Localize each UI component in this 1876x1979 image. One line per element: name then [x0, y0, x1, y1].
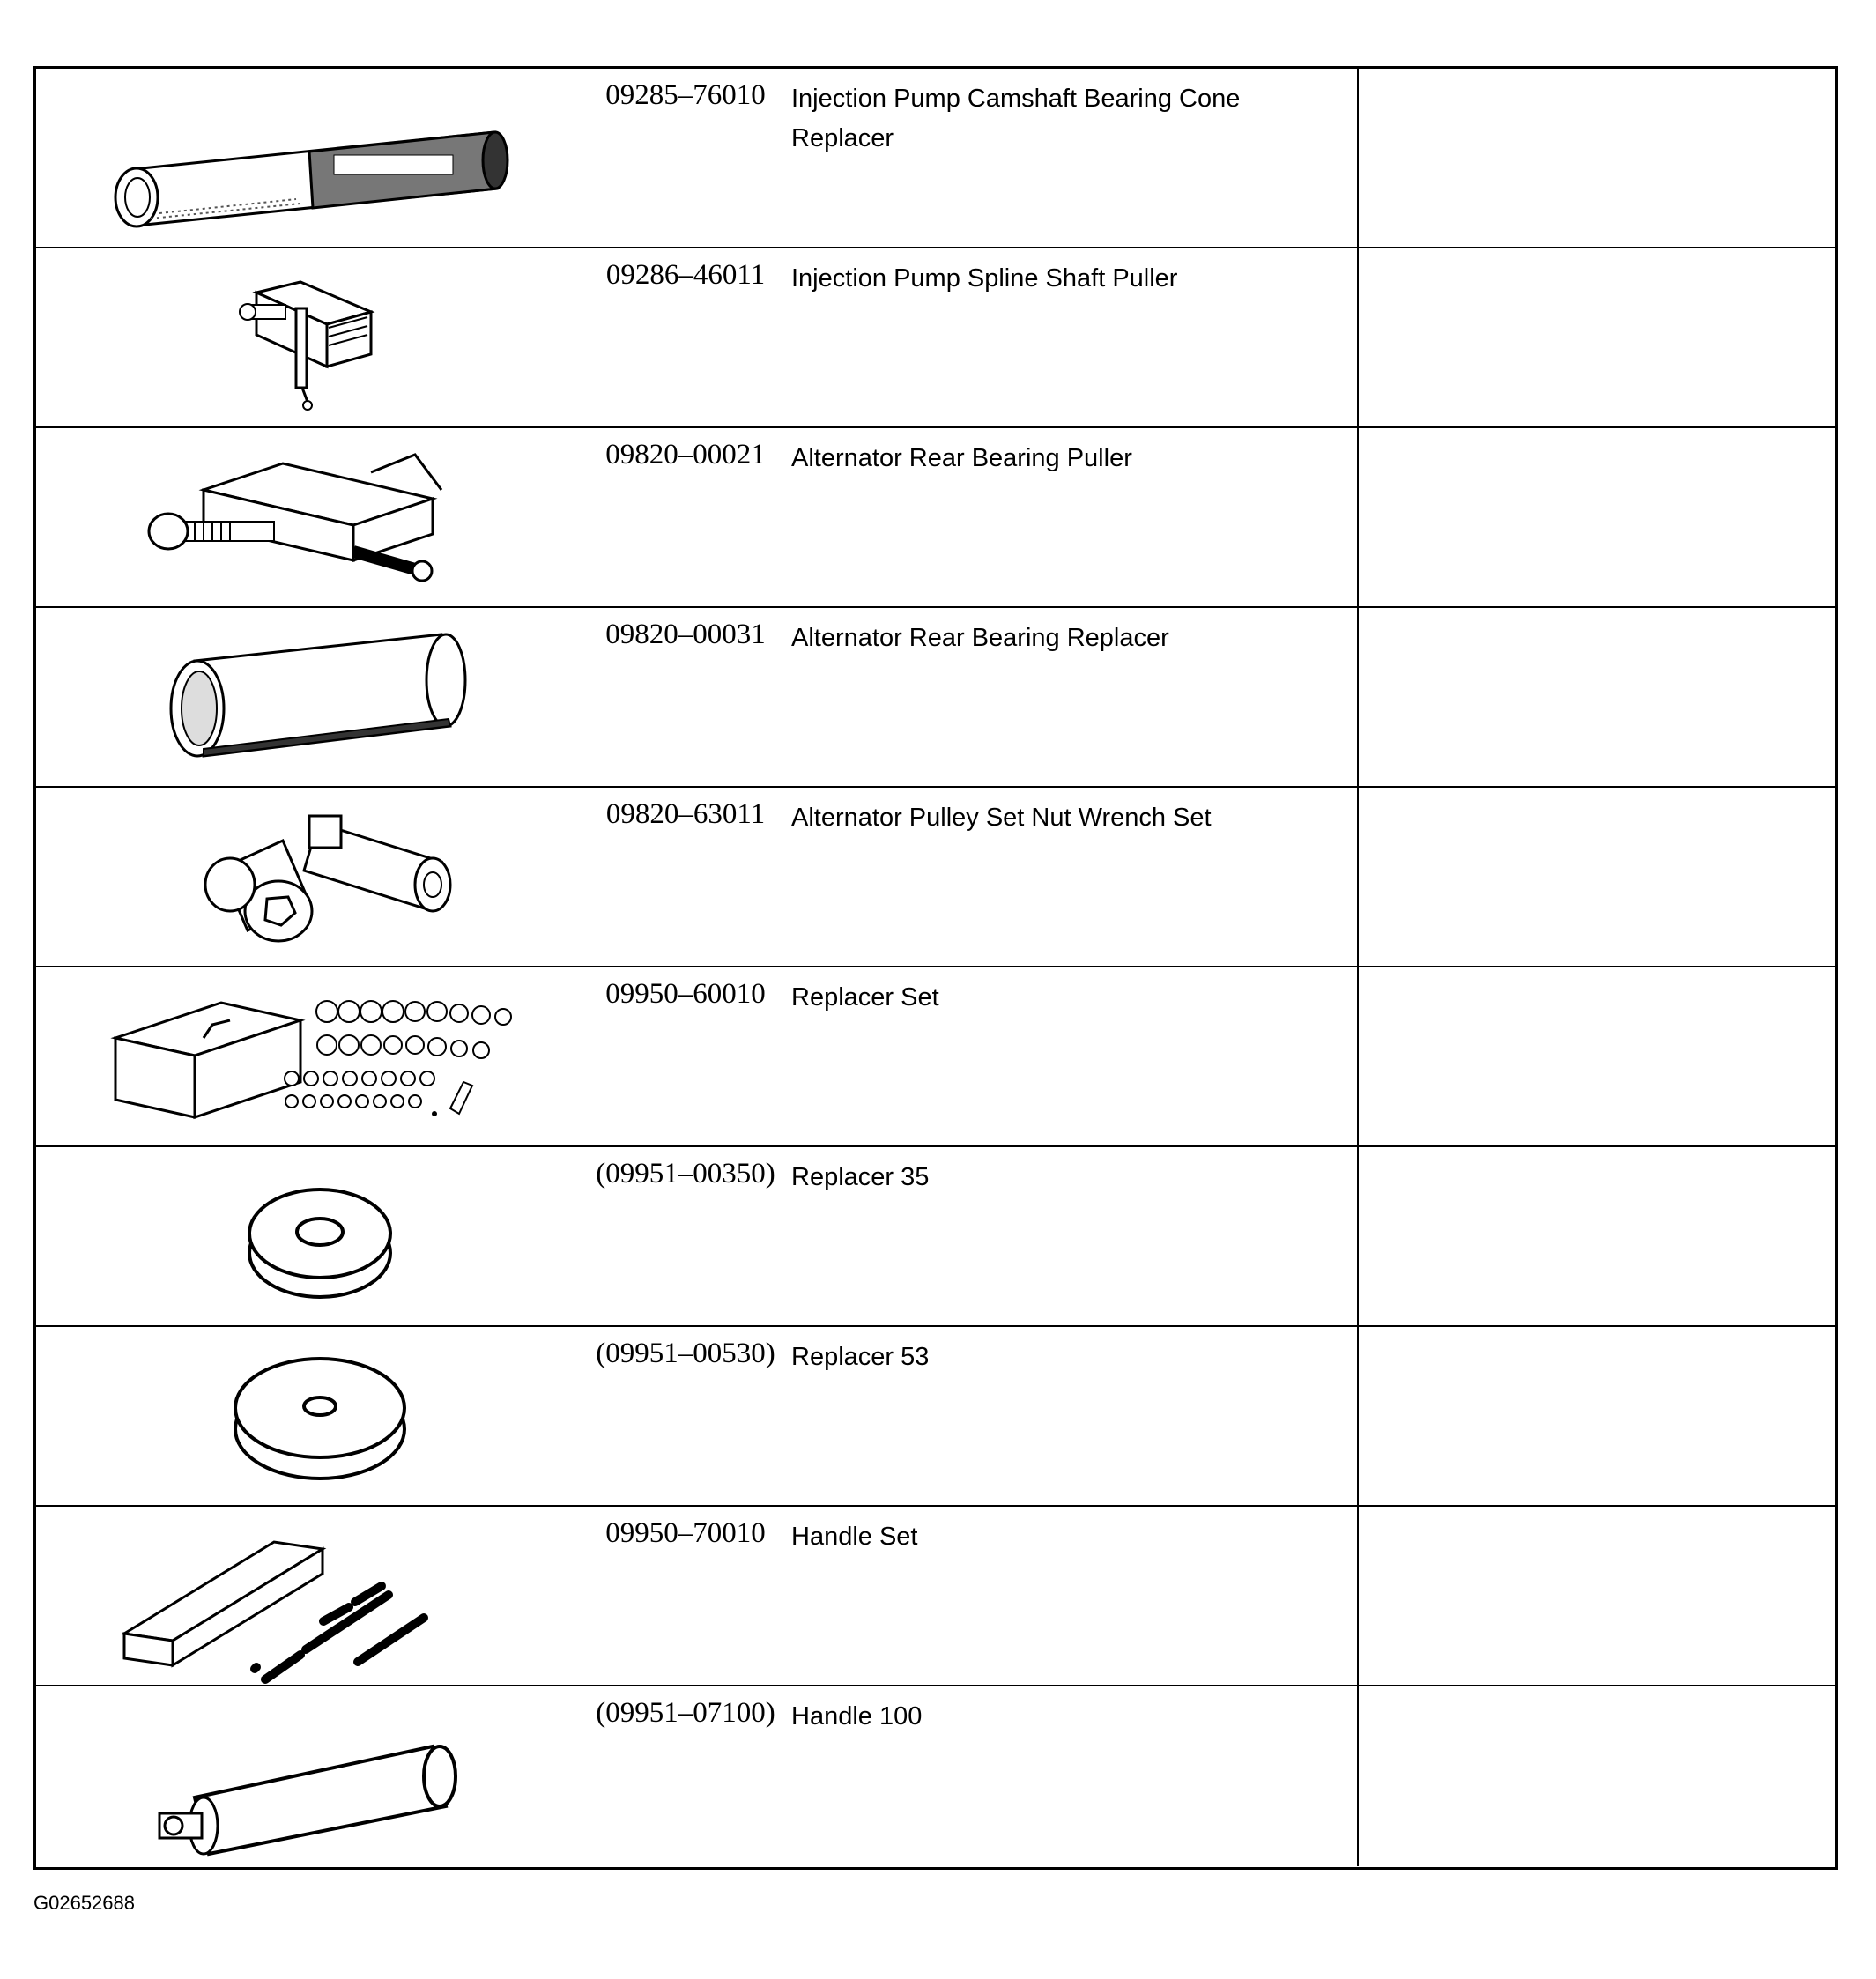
handle-set-case-icon [71, 1516, 547, 1678]
tool-name: Injection Pump Camshaft Bearing Cone Replacer [791, 85, 1241, 152]
tool-row [36, 608, 1835, 788]
tool-row [36, 248, 1835, 428]
column-divider [1357, 428, 1359, 606]
column-divider [1357, 1686, 1359, 1866]
replacer-set-case-icon [71, 976, 547, 1138]
socket-wrench-set-icon [71, 797, 547, 959]
column-divider [1357, 967, 1359, 1145]
special-tools-table [33, 66, 1838, 1870]
tool-name: Replacer 35 [791, 1163, 930, 1191]
column-divider [1357, 788, 1359, 966]
part-number: (09951–07100) [596, 1697, 775, 1729]
tool-row [36, 1507, 1835, 1686]
tool-row [36, 1327, 1835, 1507]
tool-name: Injection Pump Spline Shaft Puller [791, 264, 1178, 293]
spline-puller-icon [71, 257, 547, 419]
tool-name: Handle Set [791, 1523, 918, 1551]
tool-row [36, 428, 1835, 608]
bearing-puller-icon [71, 437, 547, 599]
tool-row [36, 967, 1835, 1147]
column-divider [1357, 248, 1359, 426]
cylinder-replacer-icon [71, 617, 547, 779]
tool-name: Alternator Rear Bearing Replacer [791, 624, 1169, 652]
column-divider [1357, 1147, 1359, 1325]
column-divider [1357, 69, 1359, 247]
tool-row [36, 788, 1835, 967]
part-number: 09950–60010 [605, 978, 766, 1010]
disc-replacer-large-icon [71, 1336, 547, 1498]
part-number: (09951–00350) [596, 1158, 775, 1190]
tube-replacer-icon [71, 78, 547, 240]
handle-icon [71, 1695, 547, 1857]
part-number: 09820–00031 [605, 619, 766, 650]
column-divider [1357, 1507, 1359, 1685]
tool-name: Alternator Pulley Set Nut Wrench Set [791, 804, 1212, 832]
part-number: (09951–00530) [596, 1338, 775, 1369]
tool-row [36, 69, 1835, 248]
part-number: 09950–70010 [605, 1517, 766, 1549]
tool-name: Handle 100 [791, 1702, 923, 1731]
disc-replacer-small-icon [71, 1156, 547, 1318]
tool-name: Replacer Set [791, 983, 939, 1012]
column-divider [1357, 1327, 1359, 1505]
column-divider [1357, 608, 1359, 786]
part-number: 09820–63011 [605, 798, 766, 830]
tool-row [36, 1686, 1835, 1866]
part-number: 09286–46011 [605, 259, 766, 291]
part-number: 09820–00021 [605, 439, 766, 471]
tool-row [36, 1147, 1835, 1327]
part-number: 09285–76010 [605, 79, 766, 111]
tool-name: Alternator Rear Bearing Puller [791, 444, 1132, 472]
tool-name: Replacer 53 [791, 1343, 930, 1371]
figure-id: G02652688 [33, 1892, 135, 1914]
